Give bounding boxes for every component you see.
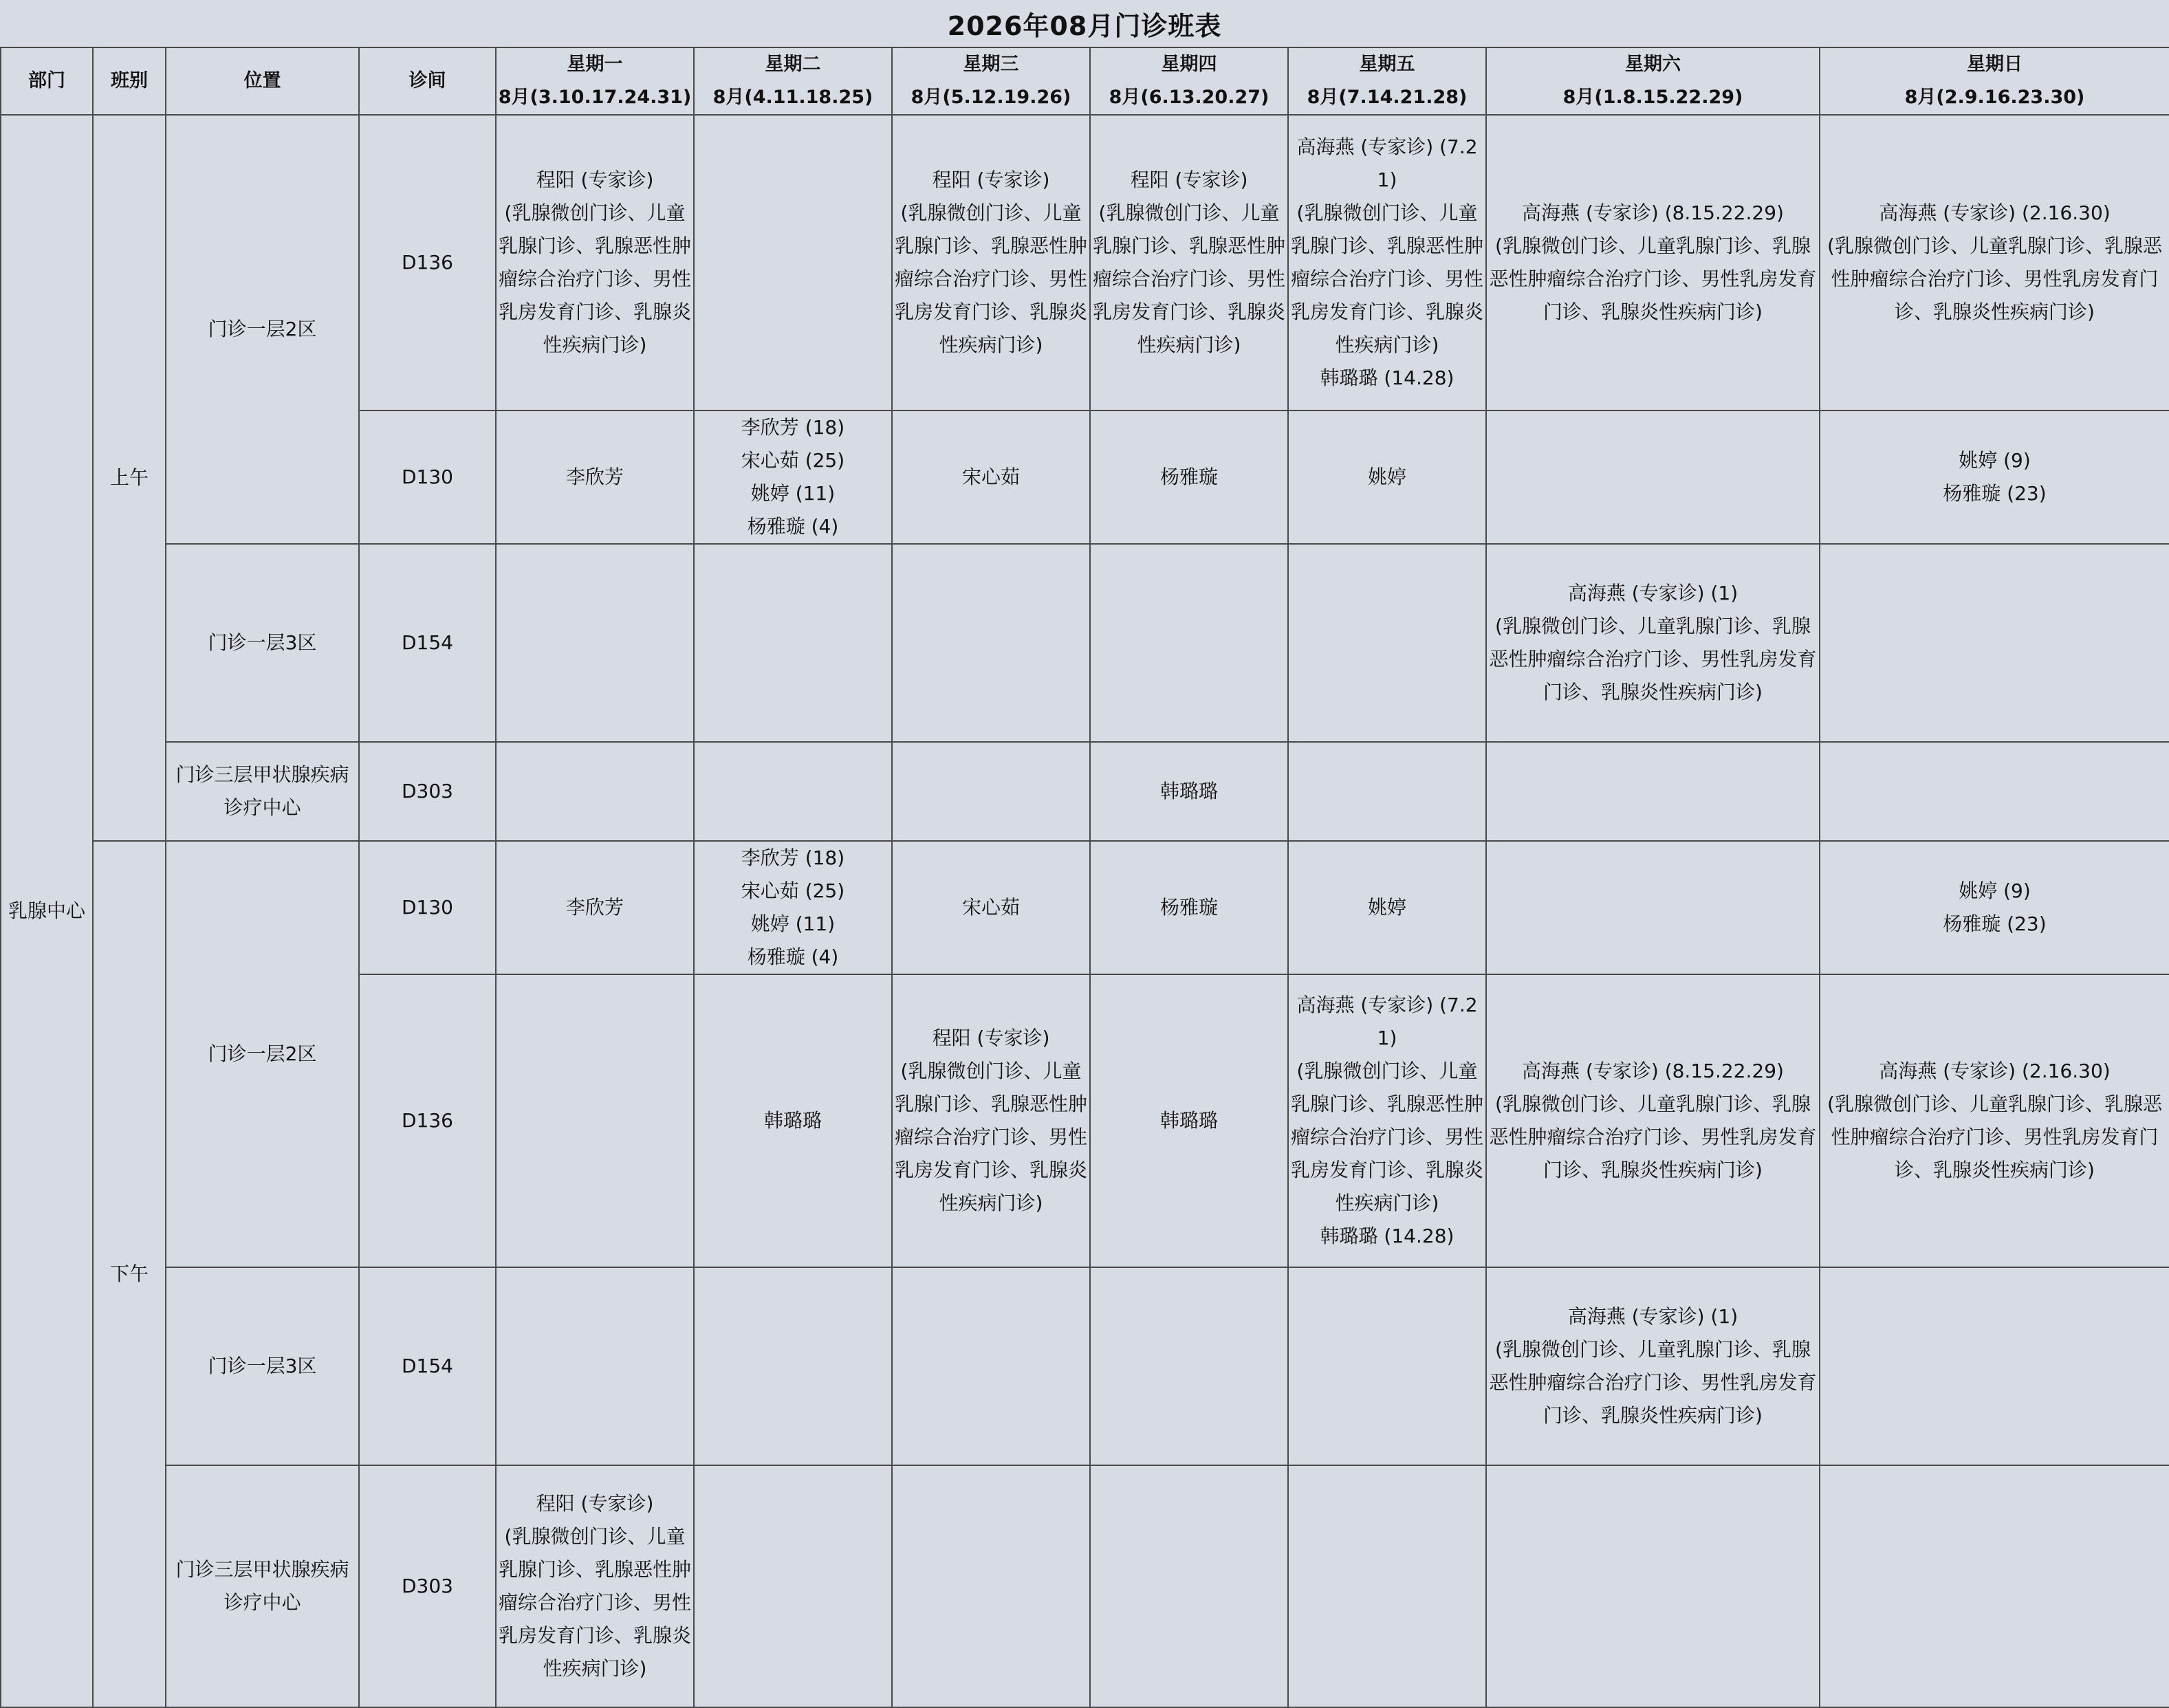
schedule-entry: (乳腺微创门诊、儿童乳腺门诊、乳腺恶性肿瘤综合治疗门诊、男性乳房发育门诊、乳腺炎性疾病门诊) (894, 201, 1087, 356)
schedule-entry: 姚婷 (11) (750, 482, 836, 505)
row-pm-d154 (1, 1267, 2169, 1465)
header-shift: 班别 (93, 47, 166, 115)
schedule-cell (892, 115, 1090, 410)
header-day-fri (1288, 47, 1486, 115)
schedule-entry: 韩璐璐 (1159, 1109, 1218, 1132)
schedule-cell (1820, 544, 2169, 742)
schedule-entry: 程阳 (专家诊) (536, 1492, 654, 1515)
schedule-entry: 韩璐璐 (763, 1109, 822, 1132)
schedule-entry: (乳腺微创门诊、儿童乳腺门诊、乳腺恶性肿瘤综合治疗门诊、男性乳房发育门诊、乳腺炎性疾病门诊) (498, 1525, 691, 1680)
location-thyroid-pm: 门诊三层甲状腺疾病诊疗中心 (166, 1465, 359, 1707)
day-name: 星期六 (1625, 54, 1681, 75)
day-name: 星期三 (963, 54, 1019, 75)
schedule-entry: (乳腺微创门诊、儿童乳腺门诊、乳腺恶性肿瘤综合治疗门诊、男性乳房发育门诊、乳腺炎性疾病门诊) (1489, 234, 1817, 323)
schedule-entry: 李欣芳 (565, 466, 624, 488)
schedule-cell (496, 115, 694, 410)
location-zone3-am: 门诊一层3区 (166, 544, 359, 742)
header-day-mon (496, 47, 694, 115)
row-am-d136 (1, 115, 2169, 410)
header-room: 诊间 (359, 47, 496, 115)
schedule-cell (694, 1465, 892, 1707)
schedule-cell (1486, 115, 1820, 410)
schedule-entry: 杨雅璇 (1159, 466, 1218, 488)
page-title: 2026年08月门诊班表 (947, 10, 1222, 41)
row-pm-d130 (1, 841, 2169, 974)
schedule-cell (1090, 410, 1288, 544)
schedule-entry: 高海燕 (专家诊) (1) (1567, 582, 1739, 604)
day-dates: 8月(3.10.17.24.31) (498, 87, 692, 108)
schedule-entry: 高海燕 (专家诊) (8.15.22.29) (1522, 1060, 1784, 1082)
schedule-cell (694, 974, 892, 1267)
header-day-wed (892, 47, 1090, 115)
schedule-cell (1090, 115, 1288, 410)
schedule-cell (1090, 841, 1288, 974)
schedule-entry: 程阳 (专家诊) (1130, 168, 1248, 191)
schedule-cell (1090, 974, 1288, 1267)
room-cell: D303 (359, 742, 496, 841)
schedule-entry: 杨雅璇 (23) (1943, 482, 2047, 505)
schedule-entry: 韩璐璐 (14.28) (1320, 1225, 1454, 1247)
schedule-entry: (乳腺微创门诊、儿童乳腺门诊、乳腺恶性肿瘤综合治疗门诊、男性乳房发育门诊、乳腺炎性疾病门诊) (1489, 1338, 1817, 1427)
schedule-entry: 李欣芳 (18) (741, 416, 845, 439)
day-dates: 8月(5.12.19.26) (911, 87, 1071, 108)
schedule-cell (1486, 742, 1820, 841)
day-name: 星期四 (1161, 54, 1217, 75)
location-zone3-pm: 门诊一层3区 (166, 1267, 359, 1465)
schedule-entry: 姚婷 (11) (750, 912, 836, 935)
schedule-cell (892, 841, 1090, 974)
schedule-entry: 程阳 (专家诊) (932, 1027, 1050, 1049)
schedule-cell (1820, 841, 2169, 974)
schedule-entry: (乳腺微创门诊、儿童乳腺门诊、乳腺恶性肿瘤综合治疗门诊、男性乳房发育门诊、乳腺炎性疾病门诊) (498, 201, 691, 356)
schedule-entry: 李欣芳 (18) (741, 846, 845, 869)
schedule-cell (694, 115, 892, 410)
schedule-entry: 韩璐璐 (1159, 780, 1218, 802)
schedule-cell (892, 1267, 1090, 1465)
day-name: 星期一 (567, 54, 623, 75)
schedule-cell (1090, 1267, 1288, 1465)
row-am-d154 (1, 544, 2169, 742)
schedule-cell (694, 841, 892, 974)
schedule-cell (1820, 974, 2169, 1267)
schedule-cell (892, 1465, 1090, 1707)
day-dates: 8月(7.14.21.28) (1307, 87, 1468, 108)
schedule-cell (694, 1267, 892, 1465)
schedule-cell (1486, 1267, 1820, 1465)
schedule-cell (1288, 841, 1486, 974)
schedule-entry: 宋心茹 (25) (741, 449, 845, 472)
schedule-cell (1820, 742, 2169, 841)
schedule-cell (1486, 1465, 1820, 1707)
header-day-tue (694, 47, 892, 115)
location-zone2-am: 门诊一层2区 (166, 115, 359, 544)
schedule-entry: 姚婷 (1367, 466, 1406, 488)
day-name: 星期二 (765, 54, 821, 75)
header-day-thu (1090, 47, 1288, 115)
day-dates: 8月(2.9.16.23.30) (1904, 87, 2085, 108)
schedule-entry: 李欣芳 (565, 896, 624, 919)
schedule-entry: 姚婷 (1367, 896, 1406, 919)
day-name: 星期日 (1967, 54, 2023, 75)
day-dates: 8月(6.13.20.27) (1109, 87, 1269, 108)
header-location: 位置 (166, 47, 359, 115)
schedule-cell (496, 544, 694, 742)
room-cell: D130 (359, 841, 496, 974)
schedule-entry: (乳腺微创门诊、儿童乳腺门诊、乳腺恶性肿瘤综合治疗门诊、男性乳房发育门诊、乳腺炎性疾病门诊) (1290, 201, 1483, 356)
room-cell: D154 (359, 544, 496, 742)
schedule-cell (1486, 410, 1820, 544)
shift-am-cell: 上午 (93, 115, 166, 841)
schedule-cell (694, 742, 892, 841)
schedule-entry: (乳腺微创门诊、儿童乳腺门诊、乳腺恶性肿瘤综合治疗门诊、男性乳房发育门诊、乳腺炎性疾病门诊) (1489, 1093, 1817, 1181)
schedule-entry: 杨雅璇 (1159, 896, 1218, 919)
schedule-cell (694, 544, 892, 742)
schedule-entry: 高海燕 (专家诊) (2.16.30) (1879, 201, 2111, 224)
schedule-cell (1288, 115, 1486, 410)
schedule-entry: (乳腺微创门诊、儿童乳腺门诊、乳腺恶性肿瘤综合治疗门诊、男性乳房发育门诊、乳腺炎性疾病门诊) (1092, 201, 1285, 356)
schedule-cell (892, 742, 1090, 841)
department-cell: 乳腺中心 (1, 115, 93, 1707)
header-day-sun (1820, 47, 2169, 115)
schedule-cell (1820, 410, 2169, 544)
schedule-cell (496, 841, 694, 974)
room-cell: D136 (359, 115, 496, 410)
schedule-entry: 高海燕 (专家诊) (8.15.22.29) (1522, 201, 1784, 224)
header-dept: 部门 (1, 47, 93, 115)
schedule-cell (1288, 742, 1486, 841)
schedule-cell (1820, 1267, 2169, 1465)
schedule-cell (1486, 841, 1820, 974)
schedule-cell (1288, 974, 1486, 1267)
day-name: 星期五 (1359, 54, 1415, 75)
schedule-cell (496, 974, 694, 1267)
room-cell: D303 (359, 1465, 496, 1707)
header-day-sat (1486, 47, 1820, 115)
schedule-table (0, 47, 2169, 1708)
schedule-cell (1486, 544, 1820, 742)
room-cell: D154 (359, 1267, 496, 1465)
schedule-entry: (乳腺微创门诊、儿童乳腺门诊、乳腺恶性肿瘤综合治疗门诊、男性乳房发育门诊、乳腺炎性疾病门诊) (1827, 234, 2162, 323)
schedule-entry: (乳腺微创门诊、儿童乳腺门诊、乳腺恶性肿瘤综合治疗门诊、男性乳房发育门诊、乳腺炎性疾病门诊) (1489, 615, 1817, 703)
day-dates: 8月(1.8.15.22.29) (1562, 87, 1743, 108)
schedule-entry: 杨雅璇 (4) (747, 945, 839, 968)
schedule-cell (1090, 742, 1288, 841)
location-thyroid-am: 门诊三层甲状腺疾病诊疗中心 (166, 742, 359, 841)
schedule-cell (496, 410, 694, 544)
schedule-cell (1090, 1465, 1288, 1707)
schedule-entry: (乳腺微创门诊、儿童乳腺门诊、乳腺恶性肿瘤综合治疗门诊、男性乳房发育门诊、乳腺炎性疾病门诊) (1290, 1060, 1483, 1214)
schedule-entry: 宋心茹 (961, 896, 1020, 919)
schedule-entry: 高海燕 (专家诊) (7.21) (1296, 135, 1478, 191)
schedule-cell (892, 544, 1090, 742)
schedule-entry: 姚婷 (9) (1959, 449, 2031, 472)
schedule-cell (496, 742, 694, 841)
schedule-cell (1486, 974, 1820, 1267)
schedule-cell (694, 410, 892, 544)
schedule-entry: 杨雅璇 (23) (1943, 912, 2047, 935)
schedule-cell (1090, 544, 1288, 742)
schedule-entry: 高海燕 (专家诊) (1) (1567, 1305, 1739, 1328)
schedule-entry: 程阳 (专家诊) (536, 168, 654, 191)
schedule-cell (1288, 1465, 1486, 1707)
schedule-cell (1820, 1465, 2169, 1707)
row-am-d303 (1, 742, 2169, 841)
schedule-entry: 杨雅璇 (4) (747, 515, 839, 538)
schedule-entry: 程阳 (专家诊) (932, 168, 1050, 191)
schedule-cell (1288, 1267, 1486, 1465)
row-pm-d303 (1, 1465, 2169, 1707)
schedule-entry: (乳腺微创门诊、儿童乳腺门诊、乳腺恶性肿瘤综合治疗门诊、男性乳房发育门诊、乳腺炎性疾病门诊) (894, 1060, 1087, 1214)
header-row (1, 47, 2169, 115)
schedule-cell (496, 1267, 694, 1465)
schedule-cell (496, 1465, 694, 1707)
schedule-cell (892, 974, 1090, 1267)
schedule-entry: 高海燕 (专家诊) (2.16.30) (1879, 1060, 2111, 1082)
schedule-cell (1288, 410, 1486, 544)
schedule-cell (892, 410, 1090, 544)
schedule-cell (1820, 115, 2169, 410)
schedule-entry: 宋心茹 (25) (741, 879, 845, 902)
room-cell: D130 (359, 410, 496, 544)
schedule-entry: 高海燕 (专家诊) (7.21) (1296, 994, 1478, 1049)
schedule-entry: 韩璐璐 (14.28) (1320, 366, 1454, 389)
room-cell: D136 (359, 974, 496, 1267)
schedule-entry: (乳腺微创门诊、儿童乳腺门诊、乳腺恶性肿瘤综合治疗门诊、男性乳房发育门诊、乳腺炎性疾病门诊) (1827, 1093, 2162, 1181)
schedule-cell (1288, 544, 1486, 742)
location-zone2-pm: 门诊一层2区 (166, 841, 359, 1267)
shift-pm-cell: 下午 (93, 841, 166, 1707)
schedule-entry: 姚婷 (9) (1959, 879, 2031, 902)
schedule-entry: 宋心茹 (961, 466, 1020, 488)
day-dates: 8月(4.11.18.25) (712, 87, 873, 108)
